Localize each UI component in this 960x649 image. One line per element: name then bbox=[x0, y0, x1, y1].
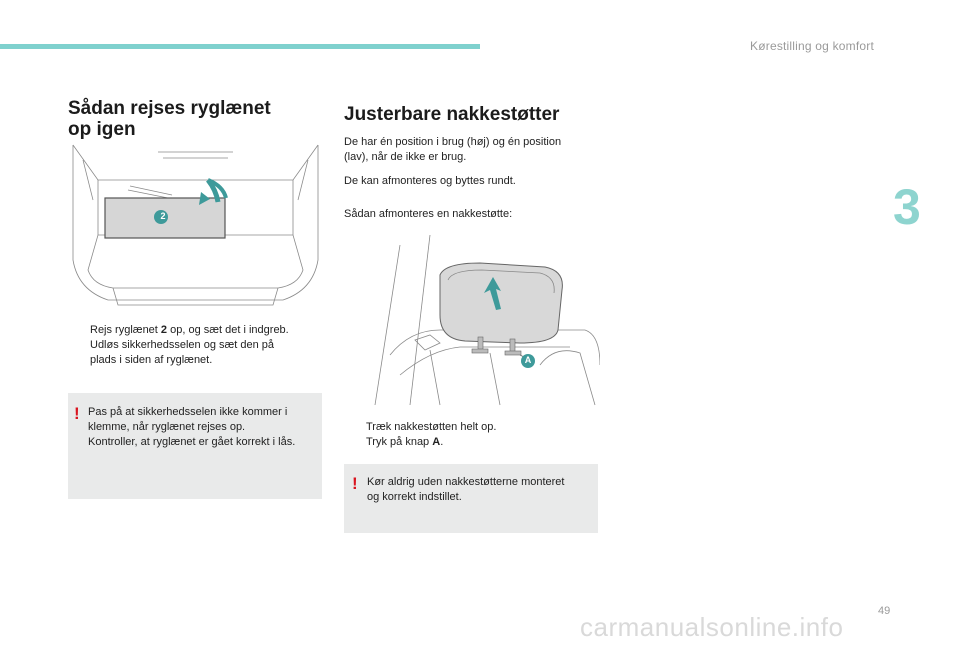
header-accent-bar bbox=[0, 44, 480, 49]
right-warning-text: Kør aldrig uden nakkestøtterne monteret og korrekt indstillet. bbox=[367, 476, 565, 503]
left-section-title bbox=[68, 98, 328, 140]
headrest-intro: De har én position i brug (høj) og én position (lav), når de ikke er brug. bbox=[344, 136, 562, 163]
left-bullet-list bbox=[68, 323, 328, 368]
list-item: Tryk på knap A. bbox=[366, 436, 444, 448]
trunk-seat-illustration bbox=[68, 140, 323, 315]
right-bullet-list bbox=[344, 420, 604, 450]
headrest-swap-text: De kan afmonteres og byttes rundt. bbox=[344, 175, 516, 187]
left-title-line2: op igen bbox=[68, 119, 136, 140]
headrest-button-label: A bbox=[524, 355, 532, 365]
right-section-title: Justerbare nakkestøtter bbox=[344, 104, 560, 125]
chapter-number: 3 bbox=[893, 179, 921, 235]
warning-icon: ! bbox=[74, 404, 80, 423]
watermark: carmanualsonline.info bbox=[580, 612, 844, 642]
list-item: Rejs ryglænet 2 op, og sæt det i indgreb. bbox=[90, 324, 289, 336]
left-warning-text: Pas på at sikkerhedsselen ikke kommer i klemme, når ryglænet rejses op. Kontroller, at ryglænet er gået korrekt i lås. bbox=[88, 406, 296, 448]
headrest-illustration bbox=[370, 235, 600, 407]
warning-icon: ! bbox=[352, 474, 358, 493]
chapter-title: Kørestilling og komfort bbox=[750, 39, 874, 53]
trunk-figure-label: 2 bbox=[160, 211, 166, 221]
page-number: 49 bbox=[878, 605, 891, 617]
list-item: Træk nakkestøtten helt op. bbox=[366, 421, 497, 433]
headrest-remove-heading: Sådan afmonteres en nakkestøtte: bbox=[344, 208, 513, 220]
list-item: Udløs sikkerhedsselen og sæt den på plads i siden af ryglænet. bbox=[90, 339, 275, 366]
left-title-line1: Sådan rejses ryglænet bbox=[68, 98, 271, 119]
